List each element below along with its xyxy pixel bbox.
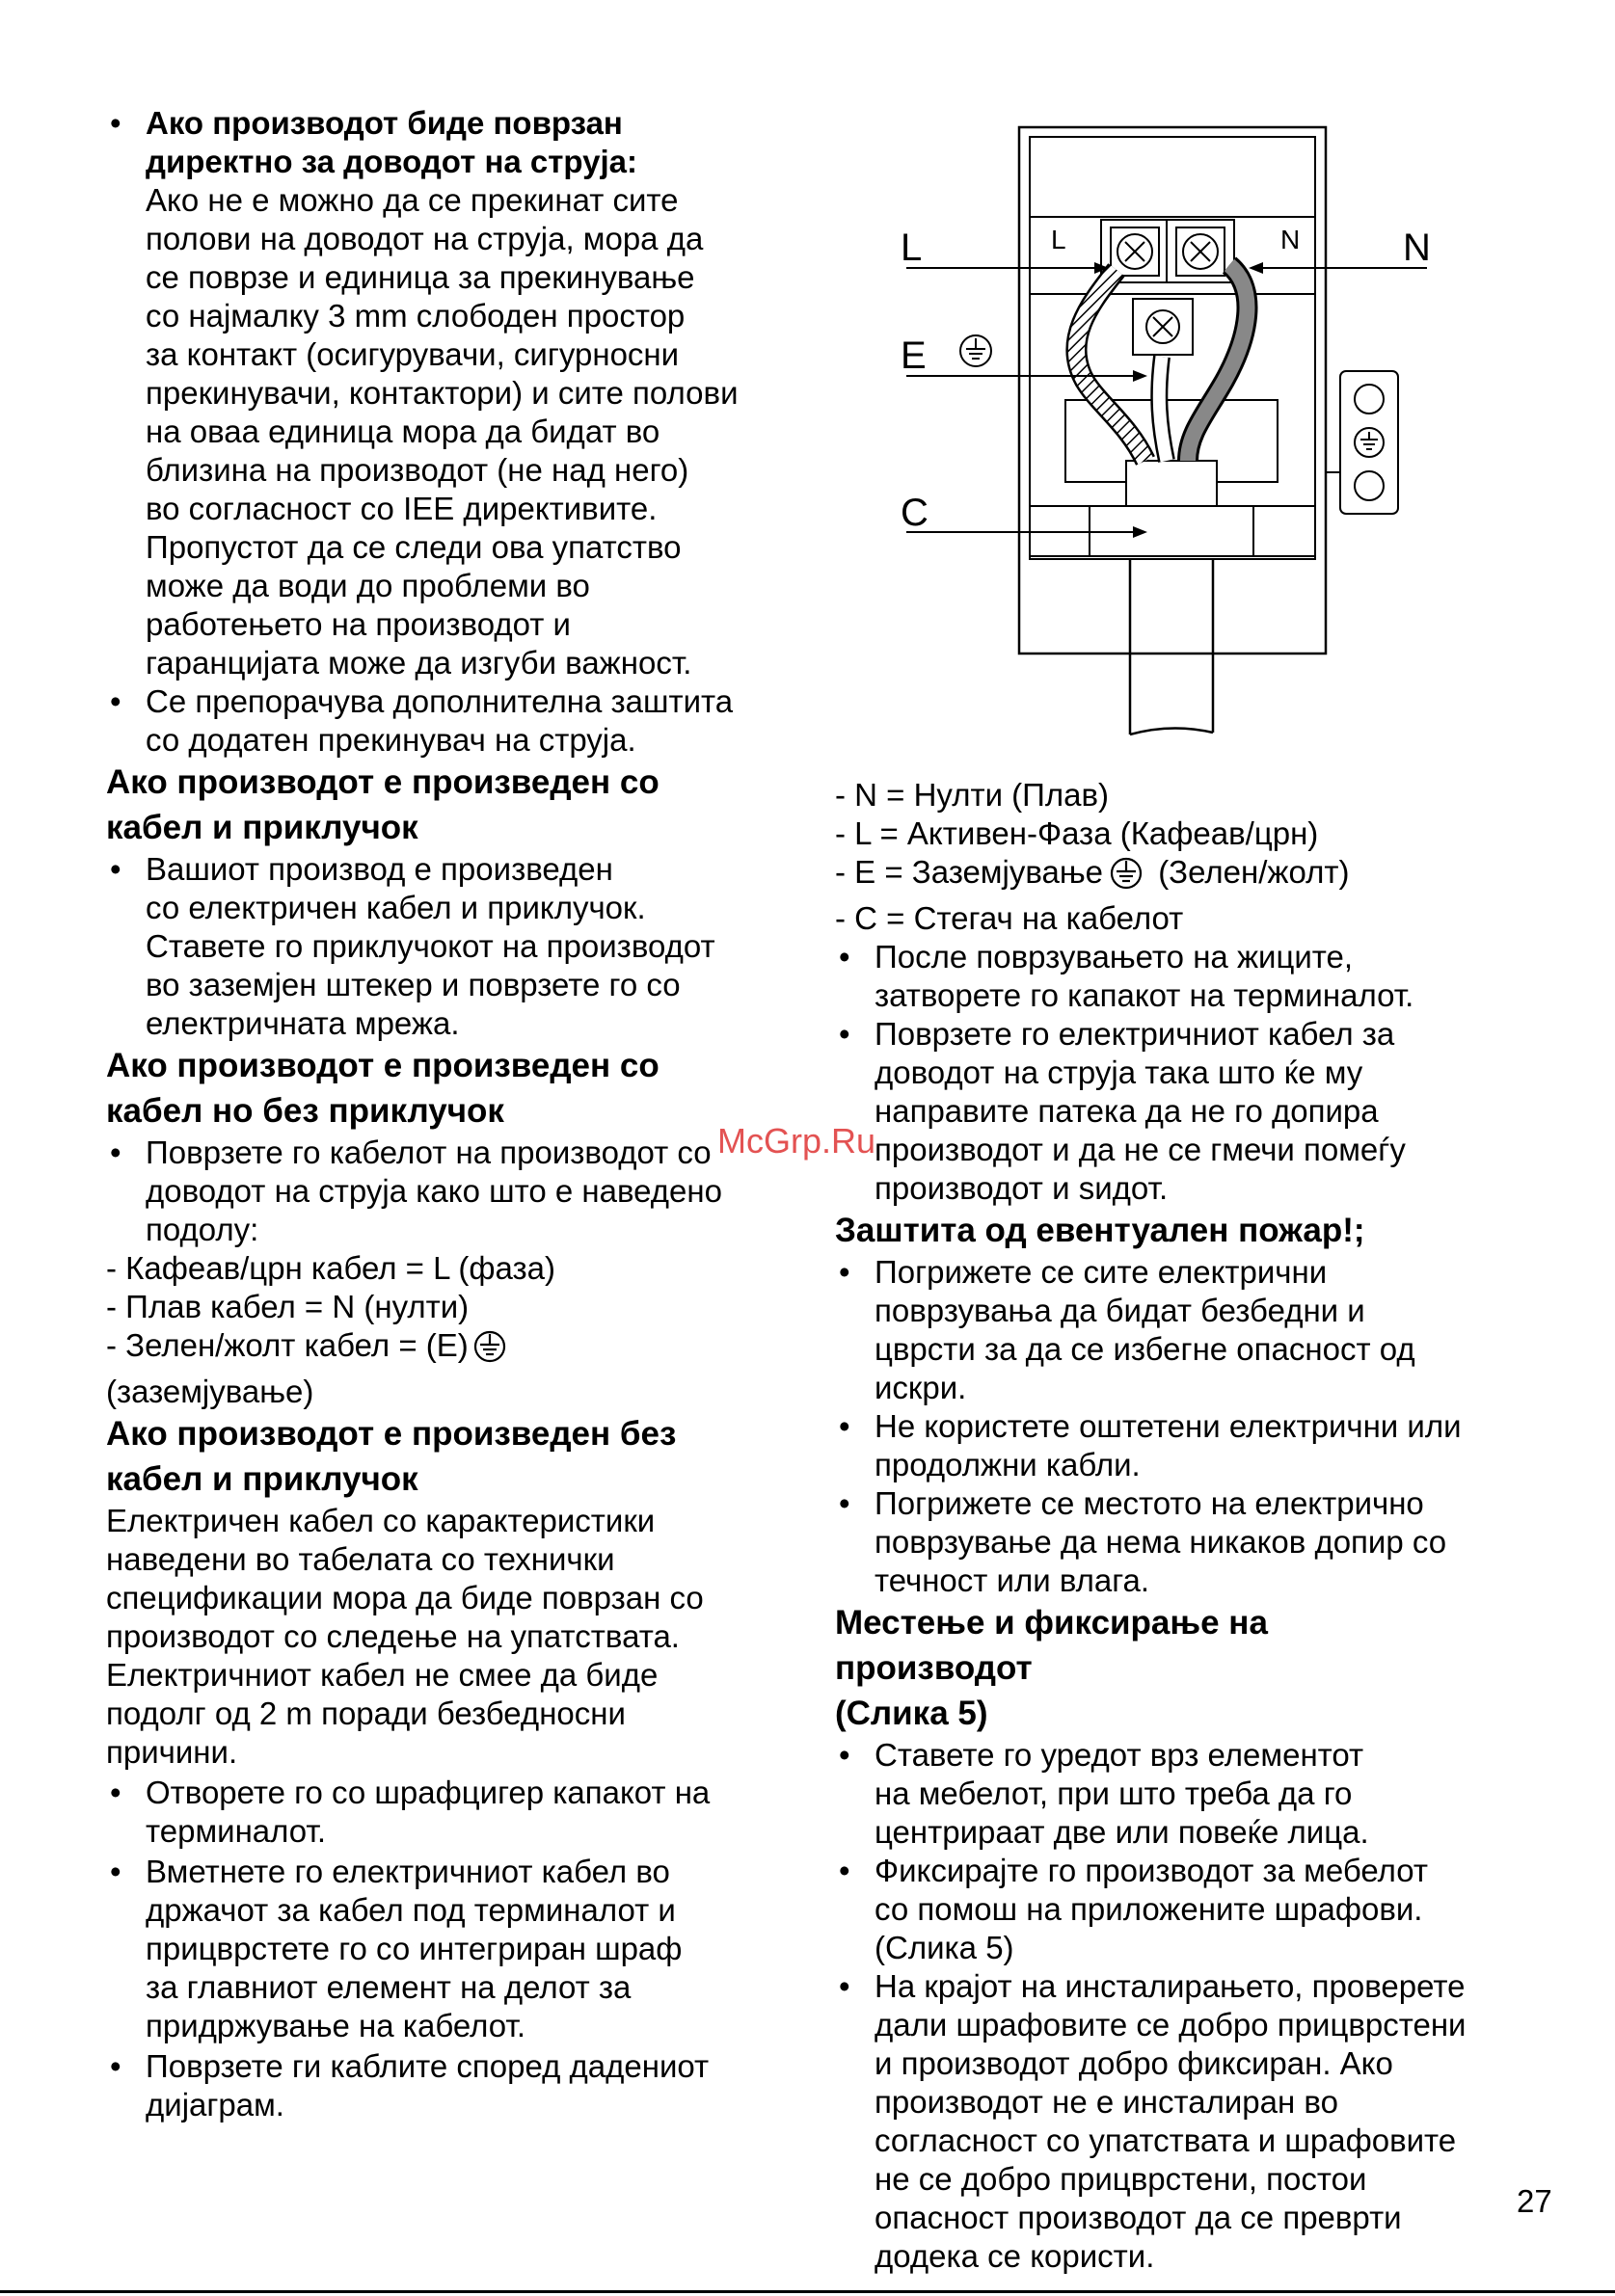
text-line: спецификации мора да биде поврзан со xyxy=(106,1580,704,1615)
earth-plate xyxy=(1340,371,1398,514)
text-line: Пропустот да се следи ова упатство xyxy=(146,529,682,565)
legend-n: - N = Нулти (Плав) xyxy=(835,777,1110,813)
text-line: направите патека да не го допира xyxy=(875,1093,1379,1129)
text-line: (Слика 5) xyxy=(875,1930,1014,1965)
text-line: доводот на струја како што е наведено xyxy=(146,1173,722,1209)
text-line: придржување на кабелот. xyxy=(146,2008,525,2043)
text-line: близина на производот (не над него) xyxy=(146,452,689,488)
legend-e: - E = Заземјување (Зелен/жолт) xyxy=(835,853,1539,899)
inner-label-n: N xyxy=(1280,225,1301,254)
screw-n-icon xyxy=(1183,234,1218,269)
bullet-open-terminal xyxy=(106,1774,791,1851)
bullet-cable-no-plug xyxy=(106,1134,791,1249)
page-number: 27 xyxy=(1517,2183,1552,2219)
main-cable xyxy=(1126,461,1217,506)
text-line: • Ставете го уредот врз елементот xyxy=(875,1737,1364,1773)
label-n: N xyxy=(1403,227,1431,269)
bullet-heading-line: • Ако производот биде поврзан xyxy=(146,105,623,141)
text-line: причини. xyxy=(106,1734,238,1770)
text-line: на мебелот, при што треба да го xyxy=(875,1775,1353,1811)
text-line: искри. xyxy=(875,1370,967,1405)
inner-label-l: L xyxy=(1051,225,1066,254)
section-heading-cable-no-plug: Ако производот е произведен со кабел но без приклучок xyxy=(106,1047,659,1130)
text-line: дали шрафовите се добро прицврстени xyxy=(875,2007,1467,2042)
text-line: производот и ѕидот. xyxy=(875,1170,1169,1206)
text-line: • Поврзете ги каблите според дадениот xyxy=(146,2048,710,2084)
text-line: Ставете го приклучокот на производот xyxy=(146,928,715,964)
text-line: се поврзе и единица за прекинување xyxy=(146,259,695,295)
text-line: подолу: xyxy=(146,1212,259,1247)
label-e: E xyxy=(901,334,927,377)
bullet-direct-connection xyxy=(106,104,791,682)
bullet-connect-wires xyxy=(106,2047,791,2124)
text-line: поврзувања да бидат безбедни и xyxy=(875,1293,1365,1328)
text-line: • Вашиот производ е произведен xyxy=(146,851,613,887)
bullet-cable-plug xyxy=(106,850,791,1043)
text-line: наведени во табелата со технички xyxy=(106,1541,615,1577)
text-line: согласност со упатствата и шрафовите xyxy=(875,2122,1457,2158)
label-l: L xyxy=(901,227,923,269)
wiring-diagram xyxy=(887,106,1485,761)
text-line: додека се користи. xyxy=(875,2238,1155,2274)
text-line: течност или влага. xyxy=(875,1562,1150,1598)
text-line: држачот за кабел под терминалот и xyxy=(146,1892,676,1928)
bullet-mount-1 xyxy=(835,1736,1539,1852)
bottom-rule xyxy=(0,2290,1615,2293)
bullet-cable-path xyxy=(835,1015,1539,1208)
text-line: производот со следење на упатствата. xyxy=(106,1618,680,1654)
text-line: (заземјување) xyxy=(106,1374,314,1409)
earth-icon xyxy=(1107,856,1145,899)
text-line: опасност производот да се преврти xyxy=(875,2200,1402,2235)
screw-earth-icon xyxy=(1146,310,1179,343)
bullet-fire-2 xyxy=(835,1407,1539,1484)
text-line: не се добро прицврстени, постои xyxy=(875,2161,1367,2197)
terminal-housing xyxy=(1019,127,1326,654)
wire-blue-line: - Плав кабел = N (нулти) xyxy=(106,1289,470,1324)
earth-icon xyxy=(472,1329,507,1373)
legend-c: - C = Стегач на кабелот xyxy=(835,900,1184,936)
text-line: • На крајот на инсталирањето, проверете xyxy=(875,1968,1466,2004)
text-line: доводот на струја така што ќе му xyxy=(875,1055,1363,1090)
text-line: продолжни кабли. xyxy=(875,1447,1141,1482)
section-heading-mounting: Местење и фиксирање на производот (Слика 5) xyxy=(835,1604,1268,1732)
text-line: во согласност со IEE директивите. xyxy=(146,491,658,526)
right-column xyxy=(835,776,1539,2276)
text-line: со помош на приложените шрафови. xyxy=(875,1891,1423,1927)
text-line: со најмалку 3 mm слободен простор xyxy=(146,298,686,334)
bullet-fire-1 xyxy=(835,1253,1539,1407)
text-line: може да води до проблеми во xyxy=(146,568,590,603)
text-line: поврзување да нема никаков допир со xyxy=(875,1524,1447,1560)
legend-l: - L = Активен-Фаза (Кафеав/црн) xyxy=(835,815,1319,851)
text-line: со електричен кабел и приклучок. xyxy=(146,890,646,925)
text-line: центрираат две или повеќе лица. xyxy=(875,1814,1369,1850)
text-line: електричната мрежа. xyxy=(146,1005,460,1041)
section-heading-cable-plug: Ако производот е произведен со кабел и приклучок xyxy=(106,763,659,846)
bullet-fire-3 xyxy=(835,1484,1539,1600)
text-line: гаранцијата може да изгуби важност. xyxy=(146,645,692,681)
text-line: дијаграм. xyxy=(146,2087,284,2122)
text-line: • Отворете го со шрафцигер капакот на xyxy=(146,1775,711,1810)
paragraph-no-cable xyxy=(106,1502,791,1772)
text-line: и производот добро фиксиран. Ако xyxy=(875,2045,1393,2081)
screw-l-icon xyxy=(1117,234,1152,269)
text-line: • Поврзете го електричниот кабел за xyxy=(875,1016,1395,1052)
text-line: • Не користете оштетени електрични или xyxy=(875,1408,1462,1444)
text-line: • Погрижете се местото на електрично xyxy=(875,1485,1424,1521)
text-line: затворете го капакот на терминалот. xyxy=(875,977,1414,1013)
text-line: Електричен кабел со карактеристики xyxy=(106,1503,656,1538)
text-line: подолг од 2 m поради безбедносни xyxy=(106,1695,626,1731)
text-line: • Вметнете го електричниот кабел во xyxy=(146,1854,670,1889)
watermark: McGrp.Ru xyxy=(717,1121,876,1161)
text-line: • Поврзете го кабелот на производот со xyxy=(146,1135,712,1170)
wire-brown-line: - Кафеав/црн кабел = L (фаза) xyxy=(106,1250,555,1286)
text-line: • Погрижете се сите електрични xyxy=(875,1254,1328,1290)
text-line: работењето на производот и xyxy=(146,606,571,642)
text-line: на оваа единица мора да бидат во xyxy=(146,414,660,449)
bullet-mount-3 xyxy=(835,1967,1539,2276)
bullet-extra-protection xyxy=(106,682,791,760)
text-line: прицврстете го со интегриран шраф xyxy=(146,1931,683,1966)
text-line: прекинувачи, контактори) и сите полови xyxy=(146,375,739,411)
bullet-mount-2 xyxy=(835,1852,1539,1967)
text-line: во заземјен штекер и поврзете го со xyxy=(146,967,681,1002)
text-line: • Се препорачува дополнителна заштита xyxy=(146,683,734,719)
label-c: C xyxy=(901,492,929,534)
text-line: цврсти за да се избегне опасност од xyxy=(875,1331,1415,1367)
left-column xyxy=(106,104,791,2124)
text-line: • Фиксирајте го производот за мебелот xyxy=(875,1853,1428,1888)
text-line: со додатен прекинувач на струја. xyxy=(146,722,636,758)
section-heading-no-cable: Ако производот е произведен без кабел и приклучок xyxy=(106,1415,677,1498)
text-line: Ако не е можно да се прекинат сите xyxy=(146,182,679,218)
bullet-heading-line: директно за доводот на струја: xyxy=(146,144,638,179)
wire-green-line: - Зелен/жолт кабел = (E) xyxy=(106,1326,791,1373)
text-line: за главниот елемент на делот за xyxy=(146,1969,632,2005)
bullet-close-cover xyxy=(835,938,1539,1015)
label-e-earth-icon xyxy=(960,335,991,366)
bullet-insert-cable xyxy=(106,1853,791,2045)
section-heading-fire: Заштита од евентуален пожар!; xyxy=(835,1212,1365,1249)
text-line: за контакт (осигурувачи, сигурносни xyxy=(146,336,680,372)
text-line: Електричниот кабел не смее да биде xyxy=(106,1657,659,1693)
text-line: терминалот. xyxy=(146,1813,327,1849)
text-line: производот и да не се гмечи помеѓу xyxy=(875,1132,1406,1167)
text-line: полови на доводот на струја, мора да xyxy=(146,221,704,256)
text-line: • После поврзувањето на жиците, xyxy=(875,939,1354,974)
text-line: производот не е инсталиран во xyxy=(875,2084,1338,2120)
